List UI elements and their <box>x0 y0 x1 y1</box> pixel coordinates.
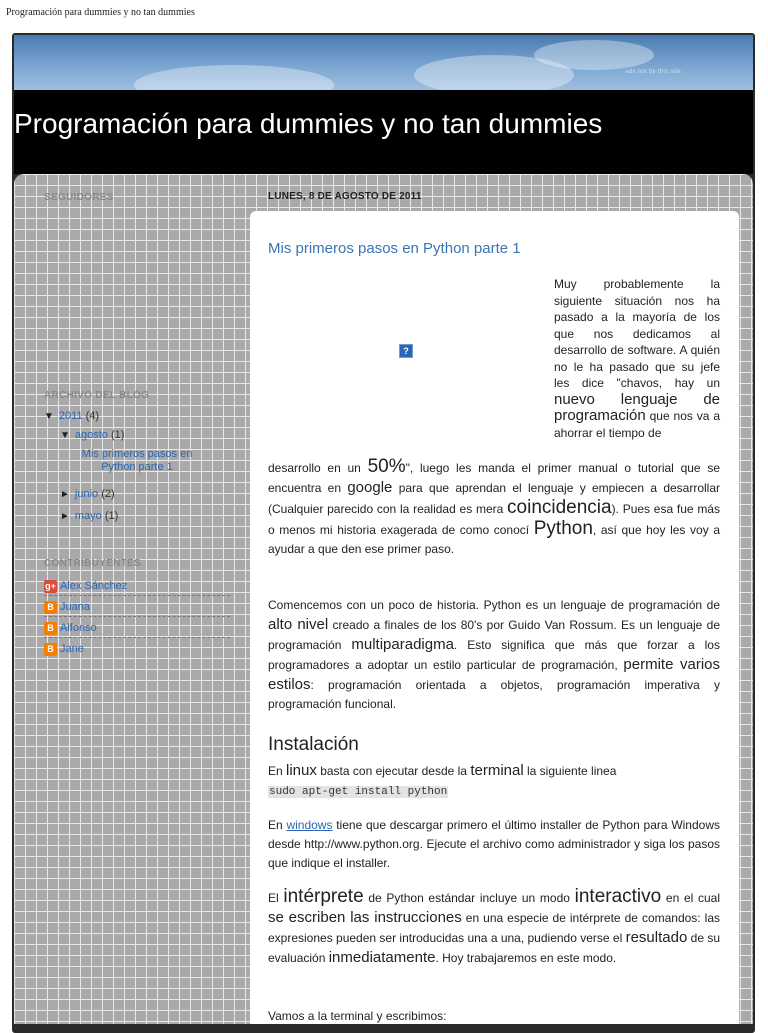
post-paragraph-2 <box>268 596 720 714</box>
text: . Hoy trabajaremos en este modo. <box>435 951 617 965</box>
keyword: linux <box>286 762 317 779</box>
followers-heading: SEGUIDORES <box>44 192 114 203</box>
google-plus-icon: g+ <box>45 581 56 591</box>
contributor-name[interactable]: Alfonso <box>60 622 97 634</box>
install-heading: Instalación <box>268 734 359 755</box>
keyword: coincidencia <box>507 497 612 518</box>
text: para que aprendan el lenguaje y empiecen a desarrollar (Cualquier parecido con la realidad es mera <box>268 481 721 516</box>
keyword: interactivo <box>574 886 662 907</box>
contributor-name[interactable]: Jane <box>60 643 84 655</box>
post-date-header: LUNES, 8 DE AGOSTO DE 2011 <box>268 191 422 202</box>
post-paragraph-3 <box>268 761 720 802</box>
text: de Python estándar incluye un modo <box>363 891 575 905</box>
text: ", luego les manda el primer manual o tutorial que se encuentra en <box>268 461 721 495</box>
expanded-triangle-icon[interactable]: ▼ <box>44 411 54 422</box>
keyword: terminal <box>470 762 524 779</box>
archive-month-link[interactable]: agosto <box>74 429 108 441</box>
post-card <box>250 211 739 1024</box>
collapsed-triangle-icon[interactable]: ► <box>60 489 70 500</box>
post-paragraph-1 <box>268 457 720 559</box>
contributor-item[interactable] <box>44 598 230 617</box>
archive-month-mayo[interactable] <box>60 510 118 522</box>
text: tiene que descargar primero el último installer de Python para Windows desde http://www.python.org. Ejecute el archivo como administrador y siga los pasos que indique el installer. <box>268 818 720 870</box>
text: El <box>268 891 284 905</box>
archive-year-count: (4) <box>85 410 100 422</box>
text: creado a finales de los 80's por Guido Van Rossum. Es un lenguaje de programación <box>268 618 720 652</box>
blog-header <box>14 90 753 174</box>
text: ). Pues esa fue más o menos mi historia exagerada de como conocí <box>268 502 720 537</box>
keyword: google <box>347 479 393 496</box>
blogger-icon: B <box>44 643 57 656</box>
keyword: 50% <box>367 456 406 477</box>
post-paragraph-6: Vamos a la terminal y escribimos: <box>268 1009 447 1023</box>
contributor-name[interactable]: Juana <box>60 601 90 613</box>
text: en una especie de intérprete de comandos: las expresiones pueden ser introducidas una a una, pudiendo verse el <box>268 911 720 945</box>
code-snippet: sudo apt-get install python <box>269 786 448 798</box>
header-sky-banner <box>14 35 753 90</box>
text: en el cual <box>661 891 721 905</box>
keyword: multiparadigma <box>351 636 454 653</box>
archive-month-count: (1) <box>111 429 125 441</box>
keyword: intérprete <box>283 886 364 907</box>
text: En <box>268 764 287 778</box>
contributor-item[interactable] <box>44 640 230 658</box>
keyword: Python <box>533 518 593 539</box>
blogger-icon: B <box>44 622 57 635</box>
intro-keyword: nuevo lenguaje de programación <box>554 390 720 424</box>
post-intro <box>554 276 720 441</box>
contributors-heading: CONTRIBUYENTES <box>44 558 141 569</box>
archive-month-link[interactable]: mayo <box>74 510 102 522</box>
text: En <box>268 818 287 832</box>
text: de su evaluación <box>268 931 721 965</box>
contributor-item[interactable] <box>44 619 230 638</box>
text: la siguiente linea <box>523 764 617 778</box>
broken-image-icon[interactable]: ? <box>399 344 413 358</box>
archive-year-2011[interactable] <box>44 410 99 422</box>
text: basta con ejecutar desde la <box>316 764 471 778</box>
windows-link[interactable]: windows <box>286 818 333 832</box>
contributor-item[interactable] <box>44 577 230 596</box>
keyword: permite varios estilos <box>268 656 721 693</box>
keyword: alto nivel <box>268 616 329 633</box>
contributor-name[interactable]: Alex Sánchez <box>60 580 128 592</box>
archive-post-link[interactable]: Mis primeros pasos en Python parte 1 <box>81 448 193 473</box>
text: . Esto significa que más que forzar a los programadores a adoptar un estilo particular de programación, <box>268 638 720 672</box>
archive-year-link[interactable]: 2011 <box>58 410 83 422</box>
blogger-icon: B <box>44 601 57 614</box>
text: : programación orientada a objetos, programación imperativa y programación funcional. <box>268 678 720 711</box>
ads-note: ads not by this site <box>625 69 681 75</box>
blog-title[interactable]: Programación para dummies y no tan dummies <box>14 108 603 139</box>
intro-text: que nos va a ahorrar el tiempo de <box>554 409 720 440</box>
browser-page-label: Programación para dummies y no tan dummies <box>6 7 195 18</box>
post-paragraph-5 <box>268 887 720 968</box>
keyword: resultado <box>625 929 688 946</box>
archive-month-junio[interactable] <box>60 488 115 500</box>
text: , así que hoy les voy a ayudar a que den ese primer paso. <box>268 523 721 556</box>
text: Comencemos con un poco de historia. Python es un lenguaje de programación de <box>268 598 720 612</box>
keyword: inmediatamente <box>328 949 436 966</box>
intro-text: Muy probablemente la siguiente situación nos ha pasado a la mayoría de los que nos dedicamos al desarrollo de software. A quién no le ha pasado que su jefe les dice "chavos, hay un <box>554 277 720 390</box>
post-paragraph-4 <box>268 816 720 873</box>
keyword: se escriben las instrucciones <box>268 909 462 926</box>
archive-month-count: (1) <box>104 510 119 522</box>
post-title[interactable]: Mis primeros pasos en Python parte 1 <box>268 240 521 257</box>
archive-heading: ARCHIVO DEL BLOG <box>44 390 150 401</box>
archive-month-count: (2) <box>101 488 115 500</box>
text: desarrollo en un <box>268 461 368 475</box>
collapsed-triangle-icon[interactable]: ► <box>60 511 70 522</box>
archive-month-agosto[interactable] <box>60 429 124 441</box>
archive-month-link[interactable]: junio <box>74 488 99 500</box>
expanded-triangle-icon[interactable]: ▼ <box>60 430 70 441</box>
